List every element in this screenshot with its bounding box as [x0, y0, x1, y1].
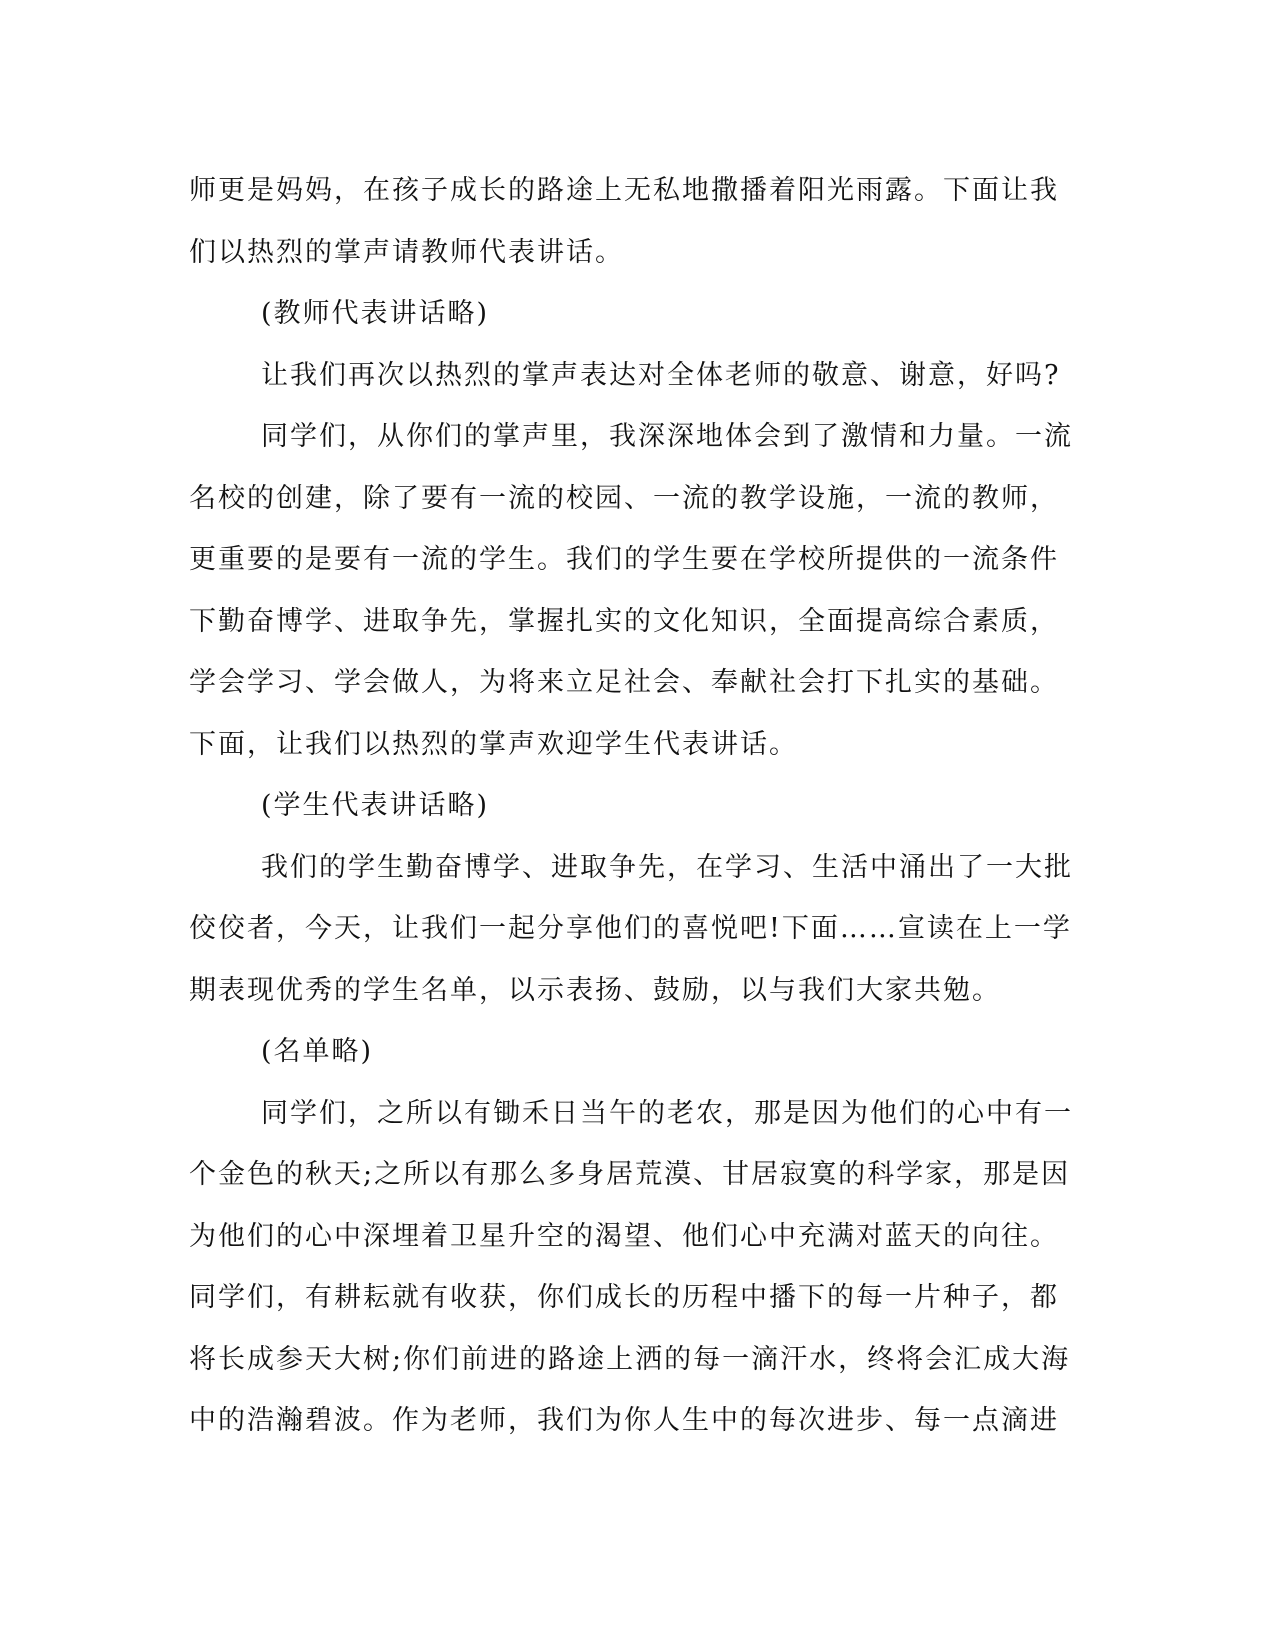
text-line-12: 我们的学生勤奋博学、进取争先，在学习、生活中涌出了一大批	[261, 851, 1073, 883]
text-line-20: 将长成参天大树;你们前进的路途上洒的每一滴汗水，终将会汇成大海	[189, 1343, 1071, 1375]
text-line-16: 同学们，之所以有锄禾日当午的老农，那是因为他们的心中有一	[261, 1097, 1073, 1129]
text-line-19: 同学们，有耕耘就有收获，你们成长的历程中播下的每一片种子，都	[189, 1282, 1059, 1313]
text-line-13: 佼佼者，今天，让我们一起分享他们的喜悦吧!下面……宣读在上一学	[189, 913, 1072, 944]
text-line-1: 师更是妈妈，在孩子成长的路途上无私地撒播着阳光雨露。下面让我	[189, 175, 1059, 206]
text-line-9: 学会学习、学会做人，为将来立足社会、奉献社会打下扎实的基础。	[189, 667, 1059, 698]
text-line-4: 让我们再次以热烈的掌声表达对全体老师的敬意、谢意，好吗?	[261, 359, 1061, 391]
text-line-17: 个金色的秋天;之所以有那么多身居荒漠、甘居寂寞的科学家，那是因	[189, 1159, 1071, 1190]
text-line-5: 同学们，从你们的掌声里，我深深地体会到了激情和力量。一流	[261, 421, 1073, 452]
text-line-6: 名校的创建，除了要有一流的校园、一流的教学设施，一流的教师，	[189, 482, 1059, 514]
text-line-21: 中的浩瀚碧波。作为老师，我们为你人生中的每次进步、每一点滴进	[189, 1405, 1059, 1436]
text-line-10: 下面，让我们以热烈的掌声欢迎学生代表讲话。	[189, 728, 798, 760]
text-line-8: 下勤奋博学、进取争先，掌握扎实的文化知识，全面提高综合素质，	[189, 605, 1059, 637]
text-line-2: 们以热烈的掌声请教师代表讲话。	[189, 236, 624, 268]
body-text	[189, 160, 1089, 1452]
text-line-14: 期表现优秀的学生名单，以示表扬、鼓励，以与我们大家共勉。	[189, 974, 1001, 1006]
text-line-18: 为他们的心中深埋着卫星升空的渴望、他们心中充满对蓝天的向往。	[189, 1220, 1059, 1252]
text-line-7: 更重要的是要有一流的学生。我们的学生要在学校所提供的一流条件	[189, 544, 1059, 575]
text-line-11: (学生代表讲话略)	[261, 790, 490, 821]
text-line-3: (教师代表讲话略)	[261, 298, 490, 329]
text-line-15: (名单略)	[261, 1036, 374, 1067]
